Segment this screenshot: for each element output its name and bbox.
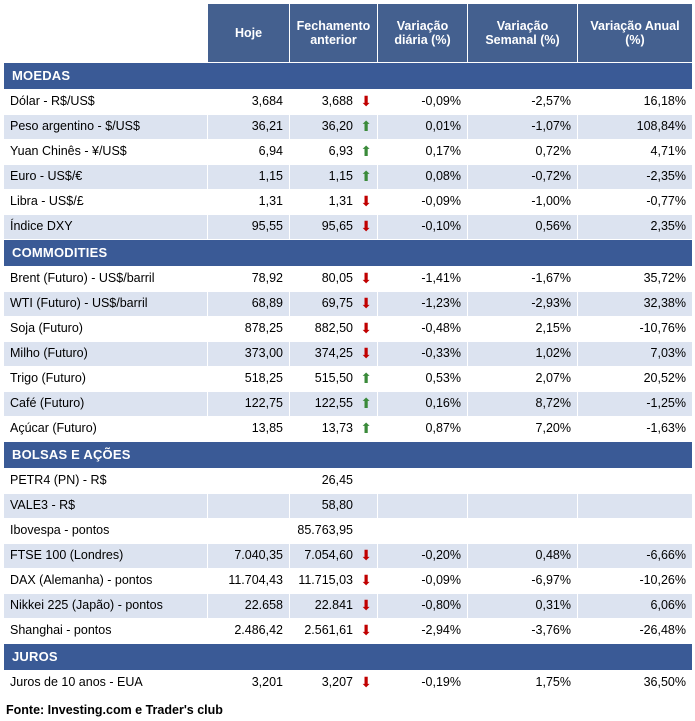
row-anterior-value: 7.054,60 xyxy=(304,548,353,563)
row-anterior-value: 122,55 xyxy=(314,396,353,411)
arrow-up-icon: ⬆ xyxy=(360,169,372,185)
row-label: Brent (Futuro) - US$/barril xyxy=(4,267,208,292)
row-variacao-anual xyxy=(578,494,693,519)
arrow-down-icon: ⬇ xyxy=(360,296,372,312)
row-anterior xyxy=(290,469,378,494)
header-cell-hoje: Hoje xyxy=(208,4,290,63)
row-hoje: 122,75 xyxy=(208,392,290,417)
table-row xyxy=(4,267,693,292)
table-row xyxy=(4,569,693,594)
row-anterior xyxy=(290,317,378,342)
row-anterior-value: 11.715,03 xyxy=(298,573,353,588)
row-variacao-semanal: 0,48% xyxy=(468,544,578,569)
row-variacao-diaria xyxy=(378,519,468,544)
row-hoje: 6,94 xyxy=(208,140,290,165)
table-row xyxy=(4,544,693,569)
arrow-up-icon: ⬆ xyxy=(360,421,372,437)
row-variacao-anual: -6,66% xyxy=(578,544,693,569)
row-variacao-diaria: -0,10% xyxy=(378,215,468,240)
arrow-down-icon: ⬇ xyxy=(360,346,372,362)
row-anterior-value: 36,20 xyxy=(321,119,353,134)
row-hoje: 1,15 xyxy=(208,165,290,190)
row-hoje: 68,89 xyxy=(208,292,290,317)
row-label: Milho (Futuro) xyxy=(4,342,208,367)
row-hoje xyxy=(208,469,290,494)
row-anterior-value: 374,25 xyxy=(314,346,353,361)
row-hoje: 2.486,42 xyxy=(208,619,290,644)
row-anterior xyxy=(290,519,378,544)
section-title: BOLSAS E AÇÕES xyxy=(4,442,693,469)
table-row xyxy=(4,392,693,417)
row-label: WTI (Futuro) - US$/barril xyxy=(4,292,208,317)
row-label: PETR4 (PN) - R$ xyxy=(4,469,208,494)
row-hoje: 3,684 xyxy=(208,90,290,115)
row-variacao-semanal: -1,67% xyxy=(468,267,578,292)
row-hoje: 3,201 xyxy=(208,671,290,696)
row-variacao-semanal: 7,20% xyxy=(468,417,578,442)
table-row xyxy=(4,317,693,342)
table-row xyxy=(4,342,693,367)
row-variacao-semanal: -1,07% xyxy=(468,115,578,140)
row-anterior-value: 80,05 xyxy=(321,271,353,286)
row-anterior-value: 515,50 xyxy=(314,371,353,386)
section-row xyxy=(4,644,693,671)
table-row xyxy=(4,671,693,696)
row-variacao-diaria: 0,53% xyxy=(378,367,468,392)
row-variacao-anual: 20,52% xyxy=(578,367,693,392)
arrow-up-icon: ⬆ xyxy=(360,144,372,160)
arrow-up-icon: ⬆ xyxy=(360,371,372,387)
row-label: Ibovespa - pontos xyxy=(4,519,208,544)
row-label: Dólar - R$/US$ xyxy=(4,90,208,115)
table-row xyxy=(4,519,693,544)
row-variacao-semanal: 2,15% xyxy=(468,317,578,342)
table-row xyxy=(4,215,693,240)
row-variacao-anual: 16,18% xyxy=(578,90,693,115)
row-variacao-diaria xyxy=(378,469,468,494)
row-label: Libra - US$/£ xyxy=(4,190,208,215)
row-anterior-value: 95,65 xyxy=(321,219,353,234)
row-variacao-anual: 4,71% xyxy=(578,140,693,165)
row-anterior xyxy=(290,140,378,165)
row-variacao-anual: -2,35% xyxy=(578,165,693,190)
section-title: MOEDAS xyxy=(4,63,693,90)
table-row xyxy=(4,469,693,494)
row-anterior-value: 6,93 xyxy=(328,144,353,159)
table-row xyxy=(4,292,693,317)
row-anterior xyxy=(290,494,378,519)
row-hoje: 518,25 xyxy=(208,367,290,392)
row-anterior xyxy=(290,215,378,240)
row-hoje: 78,92 xyxy=(208,267,290,292)
row-label: DAX (Alemanha) - pontos xyxy=(4,569,208,594)
row-variacao-anual xyxy=(578,519,693,544)
row-anterior-value: 1,15 xyxy=(328,169,353,184)
row-anterior xyxy=(290,619,378,644)
row-anterior-value: 58,80 xyxy=(321,498,353,513)
row-variacao-diaria: 0,87% xyxy=(378,417,468,442)
row-anterior xyxy=(290,115,378,140)
section-title: COMMODITIES xyxy=(4,240,693,267)
row-anterior-value: 882,50 xyxy=(314,321,353,336)
row-label: Euro - US$/€ xyxy=(4,165,208,190)
row-variacao-anual: -0,77% xyxy=(578,190,693,215)
arrow-down-icon: ⬇ xyxy=(360,623,372,639)
row-anterior xyxy=(290,342,378,367)
row-label: Açúcar (Futuro) xyxy=(4,417,208,442)
row-hoje: 13,85 xyxy=(208,417,290,442)
arrow-down-icon: ⬇ xyxy=(360,271,372,287)
row-anterior xyxy=(290,165,378,190)
arrow-up-icon: ⬆ xyxy=(360,396,372,412)
row-hoje: 1,31 xyxy=(208,190,290,215)
row-variacao-semanal: -2,93% xyxy=(468,292,578,317)
row-variacao-semanal: 0,72% xyxy=(468,140,578,165)
row-variacao-anual: -10,26% xyxy=(578,569,693,594)
table-row xyxy=(4,165,693,190)
row-variacao-anual: 32,38% xyxy=(578,292,693,317)
row-variacao-semanal: -0,72% xyxy=(468,165,578,190)
row-hoje: 7.040,35 xyxy=(208,544,290,569)
row-anterior-value: 1,31 xyxy=(328,194,353,209)
row-label: Soja (Futuro) xyxy=(4,317,208,342)
row-variacao-diaria xyxy=(378,494,468,519)
row-hoje: 22.658 xyxy=(208,594,290,619)
row-variacao-semanal: -6,97% xyxy=(468,569,578,594)
row-anterior xyxy=(290,392,378,417)
row-variacao-anual: 6,06% xyxy=(578,594,693,619)
row-variacao-semanal: -3,76% xyxy=(468,619,578,644)
table-row xyxy=(4,417,693,442)
row-variacao-semanal: 1,75% xyxy=(468,671,578,696)
row-variacao-anual: 36,50% xyxy=(578,671,693,696)
header-cell-blank xyxy=(4,4,208,63)
table-body xyxy=(4,63,693,696)
row-hoje xyxy=(208,494,290,519)
row-label: Peso argentino - $/US$ xyxy=(4,115,208,140)
row-variacao-diaria: -0,48% xyxy=(378,317,468,342)
section-row xyxy=(4,442,693,469)
table-row xyxy=(4,115,693,140)
row-variacao-diaria: -2,94% xyxy=(378,619,468,644)
row-variacao-anual: 2,35% xyxy=(578,215,693,240)
row-variacao-diaria: 0,16% xyxy=(378,392,468,417)
arrow-down-icon: ⬇ xyxy=(360,194,372,210)
row-hoje: 373,00 xyxy=(208,342,290,367)
row-anterior xyxy=(290,544,378,569)
section-row xyxy=(4,63,693,90)
row-label: Café (Futuro) xyxy=(4,392,208,417)
row-variacao-diaria: -0,33% xyxy=(378,342,468,367)
row-variacao-semanal: 0,56% xyxy=(468,215,578,240)
header-cell-variacao-anual: Variação Anual (%) xyxy=(578,4,693,63)
row-variacao-anual: 108,84% xyxy=(578,115,693,140)
row-anterior xyxy=(290,90,378,115)
row-variacao-semanal: 8,72% xyxy=(468,392,578,417)
row-variacao-diaria: 0,08% xyxy=(378,165,468,190)
row-anterior-value: 26,45 xyxy=(321,473,353,488)
arrow-up-icon: ⬆ xyxy=(360,119,372,135)
row-anterior-value: 2.561,61 xyxy=(304,623,353,638)
table-header xyxy=(4,4,693,63)
row-hoje xyxy=(208,519,290,544)
row-anterior xyxy=(290,417,378,442)
arrow-down-icon: ⬇ xyxy=(360,598,372,614)
row-label: Juros de 10 anos - EUA xyxy=(4,671,208,696)
row-hoje: 11.704,43 xyxy=(208,569,290,594)
table-row xyxy=(4,140,693,165)
arrow-down-icon: ⬇ xyxy=(360,94,372,110)
header-cell-variacao-diaria: Variação diária (%) xyxy=(378,4,468,63)
row-variacao-semanal xyxy=(468,469,578,494)
arrow-down-icon: ⬇ xyxy=(360,219,372,235)
arrow-down-icon: ⬇ xyxy=(360,675,372,691)
row-anterior xyxy=(290,594,378,619)
row-variacao-anual: -1,25% xyxy=(578,392,693,417)
row-variacao-anual: 7,03% xyxy=(578,342,693,367)
row-label: Trigo (Futuro) xyxy=(4,367,208,392)
row-variacao-semanal: -1,00% xyxy=(468,190,578,215)
row-anterior xyxy=(290,671,378,696)
row-anterior-value: 3,207 xyxy=(321,675,353,690)
arrow-down-icon: ⬇ xyxy=(360,548,372,564)
row-anterior-value: 13,73 xyxy=(321,421,353,436)
row-anterior xyxy=(290,292,378,317)
row-variacao-semanal: 0,31% xyxy=(468,594,578,619)
section-row xyxy=(4,240,693,267)
row-anterior xyxy=(290,267,378,292)
row-anterior xyxy=(290,190,378,215)
row-variacao-anual: -1,63% xyxy=(578,417,693,442)
header-cell-variacao-semanal: Variação Semanal (%) xyxy=(468,4,578,63)
table-row xyxy=(4,594,693,619)
row-hoje: 878,25 xyxy=(208,317,290,342)
row-hoje: 95,55 xyxy=(208,215,290,240)
header-cell-fechamento-anterior: Fechamento anterior xyxy=(290,4,378,63)
row-variacao-diaria: -1,23% xyxy=(378,292,468,317)
row-variacao-diaria: -0,09% xyxy=(378,569,468,594)
row-hoje: 36,21 xyxy=(208,115,290,140)
table-row xyxy=(4,619,693,644)
row-label: Índice DXY xyxy=(4,215,208,240)
row-label: Shanghai - pontos xyxy=(4,619,208,644)
source-footnote: Fonte: Investing.com e Trader's club xyxy=(6,703,223,717)
row-anterior-value: 85.763,95 xyxy=(297,523,353,538)
market-summary-page xyxy=(0,3,695,721)
row-anterior xyxy=(290,367,378,392)
arrow-down-icon: ⬇ xyxy=(360,573,372,589)
arrow-down-icon: ⬇ xyxy=(360,321,372,337)
row-variacao-semanal xyxy=(468,494,578,519)
header-row xyxy=(4,4,693,63)
row-variacao-diaria: -0,09% xyxy=(378,90,468,115)
row-variacao-anual: -10,76% xyxy=(578,317,693,342)
market-table xyxy=(3,3,693,696)
row-label: FTSE 100 (Londres) xyxy=(4,544,208,569)
row-anterior-value: 3,688 xyxy=(321,94,353,109)
row-variacao-semanal xyxy=(468,519,578,544)
row-variacao-diaria: -0,80% xyxy=(378,594,468,619)
row-variacao-diaria: -1,41% xyxy=(378,267,468,292)
row-variacao-diaria: -0,19% xyxy=(378,671,468,696)
row-label: Yuan Chinês - ¥/US$ xyxy=(4,140,208,165)
row-variacao-semanal: -2,57% xyxy=(468,90,578,115)
row-variacao-diaria: 0,17% xyxy=(378,140,468,165)
row-variacao-anual xyxy=(578,469,693,494)
table-row xyxy=(4,90,693,115)
section-title: JUROS xyxy=(4,644,693,671)
row-variacao-semanal: 2,07% xyxy=(468,367,578,392)
row-variacao-diaria: -0,09% xyxy=(378,190,468,215)
row-label: VALE3 - R$ xyxy=(4,494,208,519)
row-variacao-semanal: 1,02% xyxy=(468,342,578,367)
row-anterior-value: 22.841 xyxy=(314,598,353,613)
row-anterior-value: 69,75 xyxy=(321,296,353,311)
table-row xyxy=(4,190,693,215)
row-variacao-anual: -26,48% xyxy=(578,619,693,644)
row-anterior xyxy=(290,569,378,594)
row-variacao-diaria: 0,01% xyxy=(378,115,468,140)
row-variacao-anual: 35,72% xyxy=(578,267,693,292)
row-variacao-diaria: -0,20% xyxy=(378,544,468,569)
row-label: Nikkei 225 (Japão) - pontos xyxy=(4,594,208,619)
table-row xyxy=(4,494,693,519)
table-row xyxy=(4,367,693,392)
